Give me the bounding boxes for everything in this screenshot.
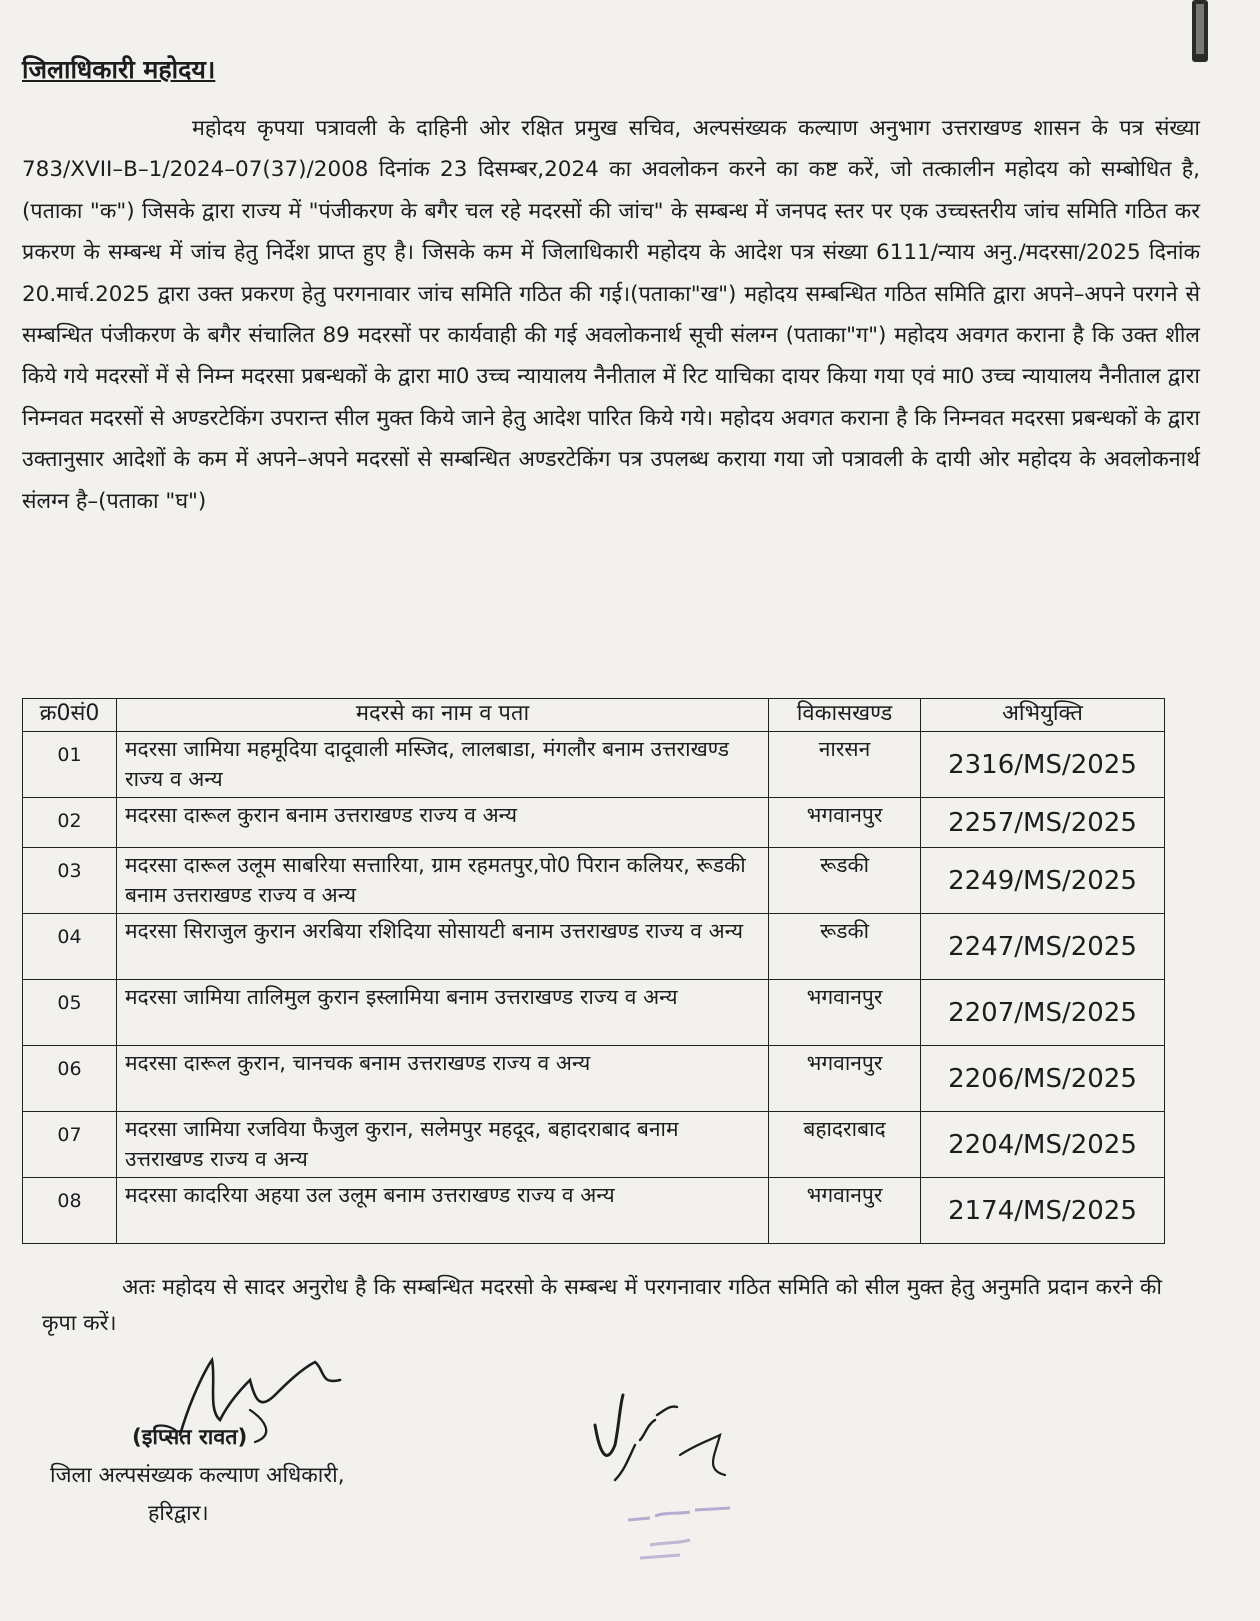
table-row <box>23 980 1165 1046</box>
table-header-row <box>23 699 1165 732</box>
name-cell: मदरसा कादरिया अहया उल उलूम बनाम उत्तराखण्ड राज्य व अन्य <box>117 1178 769 1244</box>
table-row <box>23 914 1165 980</box>
remark-cell: 2174/MS/2025 <box>921 1178 1165 1244</box>
signatory-name: (इप्सित रावत) <box>132 1425 248 1450</box>
remark-cell: 2206/MS/2025 <box>921 1046 1165 1112</box>
binder-clip-icon <box>1186 0 1216 70</box>
block-cell: भगवानपुर <box>769 798 921 848</box>
body-paragraph: महोदय कृपया पत्रावली के दाहिनी ओर रक्षित प्रमुख सचिव, अल्पसंख्यक कल्याण अनुभाग उत्तराखण्ड शासन के पत्र संख्या 783/XVII–B–1/2024–07(37)/2008 दिनांक 23 दिसम्बर,2024 का अवलोकन करने का कष्ट करें, जो तत्कालीन महोदय को सम्बोधित है,(पताका "क") जिसके द्वारा राज्य में "पंजीकरण के बगैर चल रहे मदरसों की जांच" के सम्बन्ध में जनपद स्तर पर एक उच्चस्तरीय जांच समिति गठित कर प्रकरण के सम्बन्ध में जांच हेतु निर्देश प्राप्त हुए है। जिसके कम में जिलाधिकारी महोदय के आदेश पत्र संख्या 6111/न्याय अनु./मदरसा/2025 दिनांक 20.मार्च.2025 द्वारा उक्त प्रकरण हेतु परगनावार जांच समिति गठित की गई।(पताका"ख") महोदय सम्बन्धित गठित समिति द्वारा अपने–अपने परगने से सम्बन्धित पंजीकरण के बगैर संचालित 89 मदरसों पर कार्यवाही की गई अवलोकनार्थ सूची संलग्न (पताका"ग") महोदय अवगत कराना है कि उक्त शील किये गये मदरसों में से निम्न मदरसा प्रबन्धकों के द्वारा मा0 उच्च न्यायालय नैनीताल में रिट याचिका दायर किया गया एवं मा0 उच्च न्यायालय नैनीताल द्वारा निम्नवत मदरसों से अण्डरटेकिंग उपरान्त सील मुक्त किये जाने हेतु आदेश पारित किये गये। महोदय अवगत कराना है कि निम्नवत मदरसा प्रबन्धकों के द्वारा उक्तानुसार आदेशों के कम में अपने–अपने मदरसों से सम्बन्धित अण्डरटेकिंग पत्र उपलब्ध कराया गया जो पत्रावली के दायी ओर महोदय के अवलोकनार्थ संलग्न है–(पताका "घ") <box>22 116 1200 514</box>
addressee-heading: जिलाधिकारी महोदय। <box>22 55 216 84</box>
name-cell: मदरसा दारूल कुरान बनाम उत्तराखण्ड राज्य व अन्य <box>117 798 769 848</box>
serial-cell: 07 <box>23 1112 117 1178</box>
serial-cell: 02 <box>23 798 117 848</box>
serial-cell: 04 <box>23 914 117 980</box>
block-cell: बहादराबाद <box>769 1112 921 1178</box>
block-cell: नारसन <box>769 732 921 798</box>
name-cell: मदरसा दारूल कुरान, चानचक बनाम उत्तराखण्ड राज्य व अन्य <box>117 1046 769 1112</box>
table-row <box>23 1178 1165 1244</box>
signatory-place: हरिद्वार। <box>148 1501 209 1526</box>
header-name-address: मदरसे का नाम व पता <box>117 699 769 732</box>
block-cell: भगवानपुर <box>769 980 921 1046</box>
block-cell: रूडकी <box>769 848 921 914</box>
closing-paragraph: अतः महोदय से सादर अनुरोध है कि सम्बन्धित मदरसो के सम्बन्ध में परगनावार गठित समिति को सील मुक्त हेतु अनुमति प्रदान करने की कृपा करें। <box>42 1275 1162 1336</box>
name-cell: मदरसा दारूल उलूम साबरिया सत्तारिया, ग्राम रहमतपुर,पो0 पिरान कलियर, रूडकी बनाम उत्तराखण्ड राज्य व अन्य <box>117 848 769 914</box>
block-cell: रूडकी <box>769 914 921 980</box>
table-row <box>23 848 1165 914</box>
remark-cell: 2316/MS/2025 <box>921 732 1165 798</box>
name-cell: मदरसा सिराजुल कुरान अरबिया रशिदिया सोसायटी बनाम उत्तराखण्ड राज्य व अन्य <box>117 914 769 980</box>
header-serial: क्र0सं0 <box>23 699 117 732</box>
office-stamp-icon <box>620 1500 740 1570</box>
table-row <box>23 1112 1165 1178</box>
table-row <box>23 798 1165 848</box>
header-block: विकासखण्ड <box>769 699 921 732</box>
remark-cell: 2204/MS/2025 <box>921 1112 1165 1178</box>
serial-cell: 08 <box>23 1178 117 1244</box>
serial-cell: 01 <box>23 732 117 798</box>
remark-cell: 2207/MS/2025 <box>921 980 1165 1046</box>
table-row <box>23 732 1165 798</box>
serial-cell: 03 <box>23 848 117 914</box>
name-cell: मदरसा जामिया महमूदिया दादूवाली मस्जिद, लालबाडा, मंगलौर बनाम उत्तराखण्ड राज्य व अन्य <box>117 732 769 798</box>
signatory-designation: जिला अल्पसंख्यक कल्याण अधिकारी, <box>50 1463 345 1488</box>
table-row <box>23 1046 1165 1112</box>
madrasa-table <box>22 698 1165 1244</box>
remark-cell: 2249/MS/2025 <box>921 848 1165 914</box>
block-cell: भगवानपुर <box>769 1178 921 1244</box>
name-cell: मदरसा जामिया रजविया फैजुल कुरान, सलेमपुर महदूद, बहादराबाद बनाम उत्तराखण्ड राज्य व अन्य <box>117 1112 769 1178</box>
block-cell: भगवानपुर <box>769 1046 921 1112</box>
header-remark: अभियुक्ति <box>921 699 1165 732</box>
name-cell: मदरसा जामिया तालिमुल कुरान इस्लामिया बनाम उत्तराखण्ड राज्य व अन्य <box>117 980 769 1046</box>
serial-cell: 05 <box>23 980 117 1046</box>
remark-cell: 2247/MS/2025 <box>921 914 1165 980</box>
remark-cell: 2257/MS/2025 <box>921 798 1165 848</box>
serial-cell: 06 <box>23 1046 117 1112</box>
